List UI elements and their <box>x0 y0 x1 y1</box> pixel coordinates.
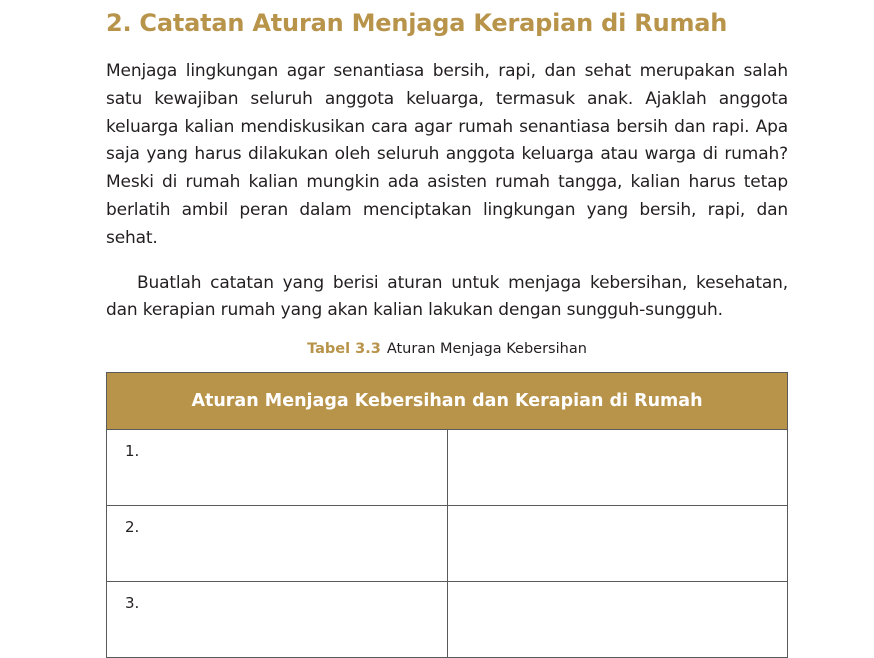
row-entry-cell[interactable] <box>447 430 788 506</box>
table-caption <box>106 339 788 359</box>
table-row <box>107 430 788 506</box>
row-number: 2. <box>107 506 448 582</box>
row-entry-cell[interactable] <box>447 582 788 658</box>
table-row <box>107 582 788 658</box>
row-number: 3. <box>107 582 448 658</box>
instruction-paragraph: Buatlah catatan yang berisi aturan untuk menjaga kebersihan, kesehatan, dan kerapian rumah yang akan kalian lakukan dengan sungguh-sungguh. <box>106 272 788 321</box>
row-number: 1. <box>107 430 448 506</box>
intro-paragraph: Menjaga lingkungan agar senantiasa bersih, rapi, dan sehat merupakan salah satu kewajiban seluruh anggota keluarga, termasuk anak. Ajaklah anggota keluarga kalian mendiskusikan cara agar rumah senantiasa bersih dan rapi. Apa saja yang harus dilakukan oleh seluruh anggota keluarga atau warga di rumah? Meski di rumah kalian mungkin ada asisten rumah tangga, kalian harus tetap berlatih ambil peran dalam menciptakan lingkungan yang bersih, rapi, dan sehat. <box>106 61 788 248</box>
row-entry-cell[interactable] <box>447 506 788 582</box>
table-header: Aturan Menjaga Kebersihan dan Kerapian di Rumah <box>107 373 788 430</box>
table-caption-label: Tabel 3.3 <box>307 341 381 358</box>
table-header-row <box>107 373 788 430</box>
document-page <box>106 0 788 612</box>
table-caption-text: Aturan Menjaga Kebersihan <box>386 341 587 358</box>
section-title: Catatan Aturan Menjaga Kerapian di Rumah <box>139 9 728 37</box>
section-number: 2. <box>106 9 132 37</box>
table-row <box>107 506 788 582</box>
section-heading <box>106 6 788 40</box>
rules-table <box>106 372 788 658</box>
